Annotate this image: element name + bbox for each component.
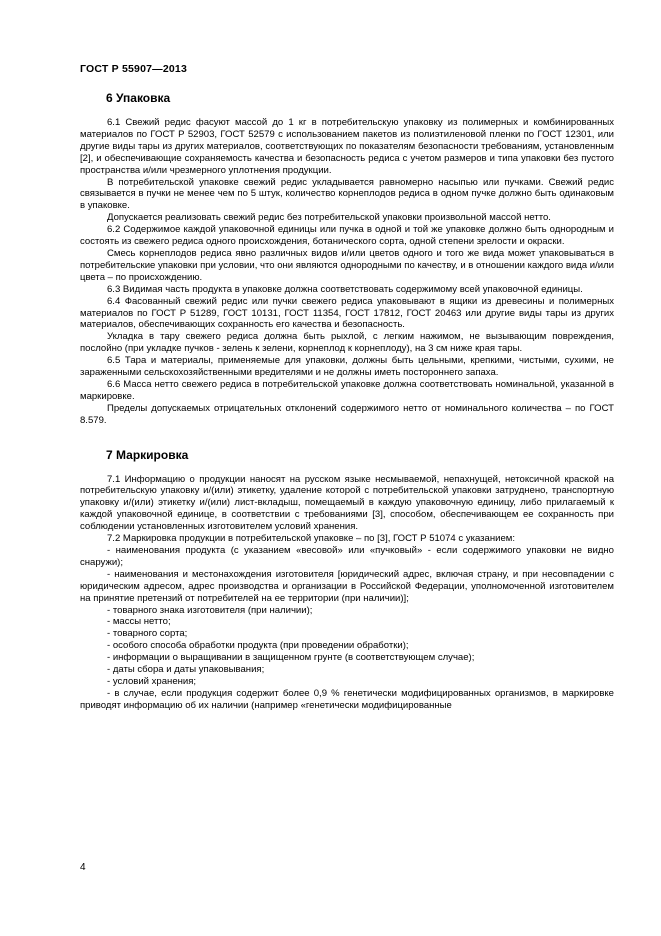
list-item: - особого способа обработки продукта (при проведении обработки); xyxy=(107,640,409,652)
page-number: 4 xyxy=(80,862,86,873)
section-6-title: 6 Упаковка xyxy=(106,91,171,105)
paragraph: 6.1 Свежий редис фасуют массой до 1 кг в потребительскую упаковку из полимерных и комбинированных материалов по ГОСТ Р 52903, ГОСТ 52579 с использованием пакетов из полиэтиленовой пленки по ГОСТ 12301, или другие виды тары из других материалов, соответствующих по показателям безопасности требованиям, установленным [2], и обеспечивающие сохраняемость качества и безопасность редиса с учетом размеров и типа упаковки без пустого пространства и/или чрезмерного уплотнения продукции. xyxy=(80,117,614,176)
paragraph: 6.2 Содержимое каждой упаковочной единицы или пучка в одной и той же упаковке должно быть однородным и состоять из свежего редиса одного происхождения, ботанического сорта, одной степени зрелости и окраски. xyxy=(80,224,614,248)
paragraph: Пределы допускаемых отрицательных отклонений содержимого нетто от номинального количества – по ГОСТ 8.579. xyxy=(80,402,614,426)
paragraph: 7.2 Маркировка продукции в потребительской упаковке – по [3], ГОСТ Р 51074 с указанием: xyxy=(107,533,515,545)
paragraph: 6.6 Масса нетто свежего редиса в потребительской упаковке должна соответствовать номинальной, указанной в маркировке. xyxy=(80,378,614,402)
list-item: - массы нетто; xyxy=(107,616,171,628)
paragraph: Допускается реализовать свежий редис без потребительской упаковки произвольной массой нетто. xyxy=(107,212,551,224)
paragraph: 7.1 Информацию о продукции наносят на русском языке несмываемой, непахнущей, нетоксичной краской на потребительскую упаковку и/(или) этикетку, удаление которой с потребительской упаковки затруднено, транспортную упаковку и/(или) этикетку и/(или) лист-вкладыш, помещаемый в каждую упаковочную единицу, либо прилагаемый к каждой упаковочной единице, в соответствии с требованиями [3], способом, обеспечивающем ее сохранность при соблюдении установленных изготовителем условий хранения. xyxy=(80,473,614,533)
list-item: - наименования продукта (с указанием «весовой» или «пучковый» - если содержимого упаковки не видно снаружи); xyxy=(80,545,614,568)
paragraph: 6.4 Фасованный свежий редис или пучки свежего редиса упаковывают в ящики из древесины и полимерных материалов по ГОСТ Р 51289, ГОСТ 10131, ГОСТ 11354, ГОСТ 17812, ГОСТ 20463 или другие виды тары из других материалов, обеспечивающих сохранность его качества и безопасность. xyxy=(80,295,614,331)
list-item: - условий хранения; xyxy=(107,675,197,687)
list-item: - в случае, если продукция содержит более 0,9 % генетически модифицированных организмов, в маркировке приводят информацию об их наличии (например «генетически модифицированные xyxy=(80,687,614,711)
page-content xyxy=(80,91,614,712)
list-item: - наименования и местонахождения изготовителя [юридический адрес, включая страну, и при несовпадении с юридическим адресом, адрес производства и организации в Российской Федерации, уполномоченной изготовителем на принятие претензий от потребителей на ее территории (при наличии)]; xyxy=(80,568,614,604)
list-item: - даты сбора и даты упаковывания; xyxy=(107,664,265,676)
section-spacer xyxy=(80,427,614,448)
list-item: - товарного сорта; xyxy=(107,628,188,640)
section-7-title: 7 Маркировка xyxy=(106,447,189,462)
paragraph: 6.3 Видимая часть продукта в упаковке должна соответствовать содержимому всей упаковочной единицы. xyxy=(107,283,583,295)
paragraph: Укладка в тару свежего редиса должна быть рыхлой, с легким нажимом, не вызывающим повреждения, послойно (при укладке пучков - зелень к зелени, корнеплод к корнеплоду), на 3 см ниже края тары. xyxy=(80,331,614,355)
list-item: - товарного знака изготовителя (при наличии); xyxy=(107,604,313,616)
paragraph: 6.5 Тара и материалы, применяемые для упаковки, должны быть цельными, крепкими, чистыми, сухими, не зараженными сельскохозяйственными вредителями и не должны иметь постороннего запаха. xyxy=(80,355,614,379)
list-item: - информации о выращивании в защищенном грунте (в соответствующем случае); xyxy=(107,652,475,664)
paragraph: В потребительской упаковке свежий редис укладывается равномерно насыпью или пучками. Свежий редис связывается в пучки не менее чем по 5 штук, количество корнеплодов редиса в одном пучке должно быть одинаковым в упаковке. xyxy=(80,176,614,212)
running-header: ГОСТ Р 55907—2013 xyxy=(80,63,188,75)
paragraph: Смесь корнеплодов редиса явно различных видов и/или цветов одного и того же вида может упаковываться в потребительские упаковки при условии, что они являются однородными по качеству, и в отношении каждого вида и/или цвета – по происхождению. xyxy=(80,247,614,283)
